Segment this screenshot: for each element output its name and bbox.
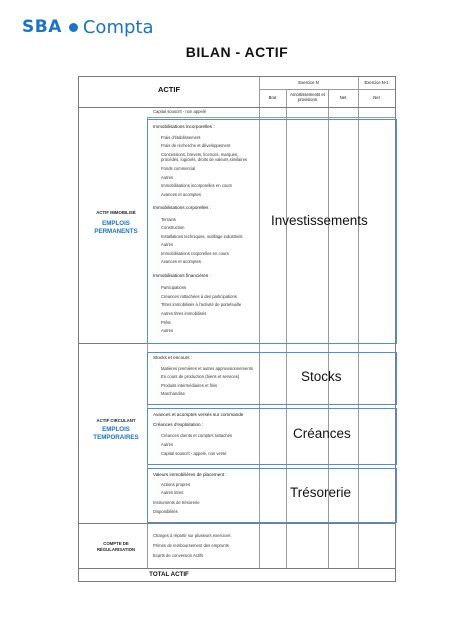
list-item: Avances et acomptes [161,192,201,197]
stocks-title: Stocks et encours : [153,355,193,360]
corporelles-title: Immobilisations corporelles : [153,205,211,210]
brand-logo [22,16,154,38]
list-item: Immobilisations incorporelles en cours [161,183,232,188]
list-item: Installations techniques, outillage industriels [161,234,243,239]
list-item: Autres [161,328,174,333]
list-item: Terrains [161,217,176,222]
list-item: Créances rattachées à des participations [161,294,237,299]
immobilise-label-top: ACTIF IMMOBILISÉ [96,210,136,215]
list-item: Autres titres [161,490,184,495]
list-item: Frais de recherche et développement [161,143,231,148]
capital-row: Capital souscrit - non appelé [153,109,207,114]
list-item: Créances clients et comptes rattachés [161,433,232,438]
immobilise-label [79,210,153,236]
regularisation-label-text: COMPTE DE RÉGULARISATION [96,541,136,552]
list-item: Primes de remboursement des emprunts [153,543,229,548]
header-brut: Brut [268,95,277,100]
brand-name: SBA [22,17,62,37]
incorporelles-title: Immobilisations incorporelles : [153,124,215,129]
avances-row: Avances et acomptes versés sur commande [153,412,244,417]
immobilise-label-bottom: EMPLOIS PERMANENTS [94,220,138,235]
header-exercice-n: Exercice N [298,80,319,85]
list-item: Autres [161,442,174,447]
investissements-label: Investissements [271,213,368,228]
creances-title: Créances d'exploitation : [153,422,204,427]
brand-dot-icon [69,23,78,32]
circulant-label-top: ACTIF CIRCULANT [96,418,136,423]
list-item: Autres titres immobilisés [161,311,207,316]
regularisation-label [79,541,153,552]
total-actif: TOTAL ACTIF [149,571,189,578]
header-exercice-n1: Exercice N-1 [364,80,389,85]
list-item: Marchandise [161,391,185,396]
list-item: Titres immobilisés à l'activité de portefeuille [161,302,242,307]
header-amortissements: Amortissements et provisions [290,92,325,102]
list-item: Frais d'établissement [161,135,201,140]
list-item: Disponibilités [153,509,178,514]
header-actif: ACTIF [157,85,181,94]
balance-sheet-table [78,76,396,582]
circulant-label [79,418,153,442]
list-item: Autres [161,175,174,180]
list-item: Avances et acomptes [161,259,201,264]
page-title: BILAN - ACTIF [185,44,289,60]
list-item: Ecarts de conversion Actifs [153,553,204,558]
list-item: Construction [161,225,185,230]
list-item: Instruments de trésorerie [153,500,200,505]
list-item: Capital souscrit - appelé, non versé [161,451,227,456]
header-net: Net [339,95,347,100]
financieres-title: Immobilisations financières : [153,273,211,278]
brand-product: Compta [82,16,154,38]
vmp-title: Valeurs immobilières de placement : [153,472,227,477]
circulant-label-bottom: EMPLOIS TEMPORAIRES [93,426,139,441]
list-item: Immobilisations corporelles en cours [161,251,229,256]
list-item: Charges à répartir sur plusieurs exercices [153,533,231,538]
creances-label: Créances [293,426,351,441]
list-item: Matières premières et autres approvisionnements [161,366,253,371]
list-item: Produits intermédiaires et finis [161,383,218,388]
list-item: En cours de production (biens et services) [161,374,240,379]
list-item: Concessions, brevets, licences, marques, procédés, logiciels, droits de valeurs similaires [161,152,248,162]
list-item: Actions propres [161,482,191,487]
tresorerie-label: Trésorerie [290,485,352,500]
stocks-label: Stocks [301,369,342,384]
list-item: Participations [161,285,187,290]
list-item: Prêts [161,320,171,325]
list-item: Autres [161,242,174,247]
list-item: Fonds commercial [161,166,196,171]
header-net-n1: Net [373,95,380,100]
